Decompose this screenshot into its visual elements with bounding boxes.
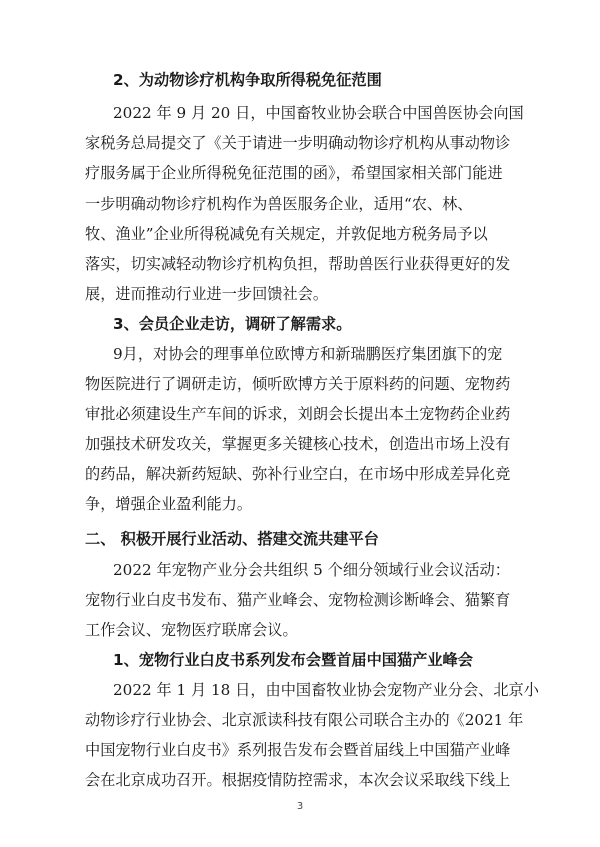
paragraph-line: 展，进而推动行业进一步回馈社会。 [85, 285, 328, 303]
page-number: 3 [296, 801, 304, 812]
paragraph-line: 疗服务属于企业所得税免征范围的函》，希望国家相关部门能进 [85, 164, 503, 182]
paragraph-line: 会在北京成功召开。根据疫情防控需求，本次会议采取线下线上 [85, 771, 511, 789]
paragraph-line: 争，增强企业盈利能力。 [85, 495, 253, 513]
subsection-heading: 1、宠物行业白皮书系列发布会暨首届中国猫产业峰会 [113, 651, 473, 669]
paragraph-line: 中国宠物行业白皮书》系列报告发布会暨首届线上中国猫产业峰 [85, 741, 511, 759]
paragraph-line: 家税务总局提交了《关于请进一步明确动物诊疗机构从事动物诊 [85, 134, 511, 152]
paragraph-line: 物医院进行了调研走访，倾听欧博方关于原料药的问题、宠物药 [85, 375, 511, 393]
paragraph-line: 的药品，解决新药短缺、弥补行业空白，在市场中形成差异化竞 [85, 465, 511, 483]
paragraph-line: 2022 年 1 月 18 日，由中国畜牧业协会宠物产业分会、北京小 [113, 681, 539, 699]
paragraph-line: 宠物行业白皮书发布、猫产业峰会、宠物检测诊断峰会、猫繁育 [85, 591, 511, 609]
paragraph-line: 审批必须建设生产车间的诉求，刘朗会长提出本土宠物药企业药 [85, 405, 511, 423]
paragraph-line: 工作会议、宠物医疗联席会议。 [85, 621, 298, 639]
paragraph-line: 加强技术研发攻关，掌握更多关键核心技术，创造出市场上没有 [85, 435, 511, 453]
part-heading: 二、 积极开展行业活动、搭建交流共建平台 [85, 530, 379, 548]
paragraph-line: 落实，切实减轻动物诊疗机构负担，帮助兽医行业获得更好的发 [85, 255, 511, 273]
paragraph-line: 动物诊疗行业协会、北京派读科技有限公司联合主办的《2021 年 [85, 711, 524, 729]
paragraph-line: 牧、渔业”企业所得税减免有关规定，并敦促地方税务局予以 [85, 225, 488, 243]
section-heading: 2、为动物诊疗机构争取所得税免征范围 [113, 71, 382, 89]
paragraph-line: 2022 年 9 月 20 日，中国畜牧业协会联合中国兽医协会向国 [113, 104, 524, 122]
paragraph-line: 一步明确动物诊疗机构作为兽医服务企业，适用“农、林、 [85, 195, 473, 213]
section-heading: 3、会员企业走访，调研了解需求。 [113, 315, 352, 333]
paragraph-line: 9月，对协会的理事单位欧博方和新瑞鹏医疗集团旗下的宠 [113, 345, 503, 363]
paragraph-line: 2022 年宠物产业分会共组织 5 个细分领域行业会议活动： [113, 561, 510, 579]
